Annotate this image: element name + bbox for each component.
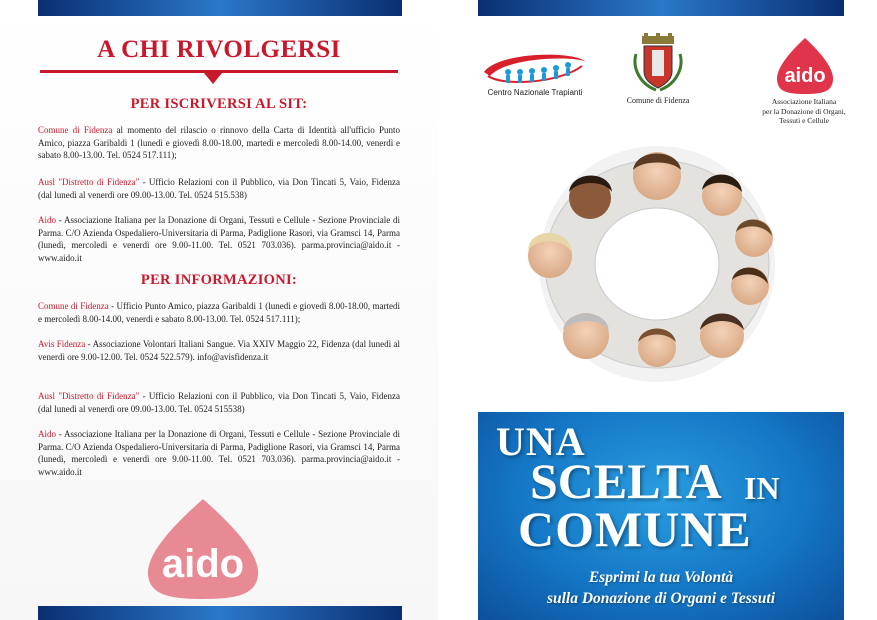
svg-text:aido: aido bbox=[161, 542, 245, 586]
headline-scelta: SCELTA bbox=[530, 453, 722, 509]
headline-in: IN bbox=[744, 470, 780, 506]
contact-paragraph: Aido - Associazione Italiana per la Donazione di Organi, Tessuti e Cellule - Sezione Provinciale di Parma. C/O Azienda Ospedaliero-Universitaria di Parma, Padiglione Rasori, via Gramsci 14, Parma (lunedì, mercoledì e venerdì ore 9.00-11.00. Tel. 0521 703.036). parma.provincia@aido.it - www.aido.it bbox=[38, 429, 400, 477]
aido-caption: Associazione Italiana per la Donazione di Organi, Tessuti e Cellule bbox=[762, 97, 846, 125]
headline-una: UNA bbox=[496, 419, 586, 464]
tagline-line-2: sulla Donazione di Organi e Tessuti bbox=[546, 590, 776, 607]
section-heading-iscriversi: PER ISCRIVERSI AL SIT: bbox=[130, 96, 308, 112]
contact-paragraph: Comune di Fidenza - Ufficio Punto Amico, piazza Garibaldi 1 (lunedì e giovedì 8.00-18.00, martedì e mercoledì 8.00-14.00, venerdì e sabato 8.00-13.00. Tel. 0524 517.111); bbox=[38, 301, 400, 324]
section-heading-informazioni: PER INFORMAZIONI: bbox=[140, 272, 298, 288]
headline-comune: COMUNE bbox=[518, 501, 752, 557]
page-title: A CHI RIVOLGERSI bbox=[97, 36, 341, 63]
top-bar-right bbox=[478, 0, 844, 16]
contact-paragraph: Aido - Associazione Italiana per la Donazione di Organi, Tessuti e Cellule - Sezione Provinciale di Parma. C/O Azienda Ospedaliero-Universitaria di Parma, Padiglione Rasori, via Gramsci 14, Parma (lunedì, mercoledì e venerdì ore 9.00-11.00. Tel. 0521 703.036). parma.provincia@aido.it - www.aido.it bbox=[38, 215, 400, 263]
comune-crest bbox=[630, 32, 686, 94]
comune-label: Comune di Fidenza bbox=[626, 96, 690, 105]
contact-paragraph: Ausl "Distretto di Fidenza" - Ufficio Relazioni con il Pubblico, via Don Tincati 5, Vaio, Fidenza (dal lunedì al venerdì ore 09.00-13.00. Tel. 0524 515.538) bbox=[38, 177, 400, 200]
contact-paragraph: Avis Fidenza - Associazione Volontari Italiani Sangue. Via XXIV Maggio 22, Fidenza (dal lunedì al venerdì ore 9.00-12.00. Tel. 0524 522.579). info@avisfidenza.it bbox=[38, 339, 400, 362]
bottom-bar-left bbox=[38, 606, 402, 620]
contact-paragraph: Comune di Fidenza al momento del rilascio o rinnovo della Carta di Identità all'ufficio Punto Amico, piazza Garibaldi 1 (lunedì e giovedì 8.00-18.00, martedì e mercoledì 8.00-14.00, venerdì e sabato 8.00-13.00. Tel. 0524 517.111); bbox=[38, 125, 400, 161]
contact-paragraph: Ausl "Distretto di Fidenza" - Ufficio Relazioni con il Pubblico, via Don Tincati 5, Vaio, Fidenza (dal lunedì al venerdì ore 09.00-13.00. Tel. 0524 515538) bbox=[38, 391, 400, 414]
aido-logo-small bbox=[774, 36, 836, 96]
aido-logo bbox=[142, 495, 264, 601]
cnt-label: Centro Nazionale Trapianti bbox=[487, 88, 583, 97]
svg-text:aido: aido bbox=[784, 65, 826, 87]
right-panel bbox=[438, 0, 877, 620]
left-panel bbox=[0, 0, 438, 620]
headline-banner bbox=[478, 412, 844, 620]
top-bar-left bbox=[38, 0, 402, 16]
tagline-line-1: Esprimi la tua Volontà bbox=[588, 569, 734, 586]
title-arrow bbox=[204, 73, 222, 84]
people-circle-photo bbox=[516, 140, 798, 392]
